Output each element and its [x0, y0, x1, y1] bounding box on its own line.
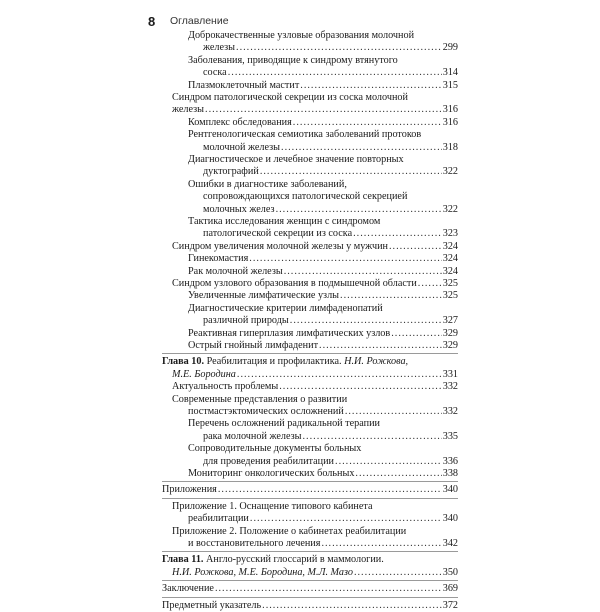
- toc-entry: реабилитации ..... 340: [188, 513, 458, 525]
- toc-entry: Синдром узлового образования в подмышечной области ..... 325: [172, 278, 458, 290]
- toc-entry: Приложения ..... 340: [162, 484, 458, 496]
- toc-entry: Сопроводительные документы больных: [188, 443, 362, 455]
- toc-entry: Плазмоклеточный мастит ..... 315: [188, 80, 458, 92]
- toc-entry: Современные представления о развитии: [172, 393, 348, 405]
- chapter-authors: Н.И. Рожкова, М.Е. Бородина, М.Л. Мазо ..... 350: [172, 567, 458, 579]
- toc-entry: дуктографий ..... 322: [203, 166, 458, 178]
- toc-entry: молочных желез ..... 322: [203, 204, 458, 216]
- toc-entry: Доброкачественные узловые образования молочной: [188, 30, 415, 41]
- toc-entry: Комплекс обследования ..... 316: [188, 117, 458, 129]
- toc-entry: молочной железы ..... 318: [203, 142, 458, 154]
- toc-entry: различной природы ..... 327: [203, 315, 458, 327]
- toc-entry: Предметный указатель ..... 372: [162, 600, 458, 612]
- toc-entry: Рак молочной железы ..... 324: [188, 266, 458, 278]
- toc-entry: патологической секреции из соска ..... 323: [203, 228, 458, 240]
- section-divider: [162, 498, 458, 499]
- toc-entry: Заболевания, приводящие к синдрому втянутого: [188, 54, 398, 66]
- section-divider: [162, 580, 458, 581]
- toc-entry: Увеличенные лимфатические узлы ..... 325: [188, 290, 458, 302]
- toc-entry: Заключение ..... 369: [162, 583, 458, 595]
- toc-entry: Острый гнойный лимфаденит ..... 329: [188, 340, 458, 352]
- toc-entry: Синдром увеличения молочной железы у мужчин ..... 324: [172, 241, 458, 253]
- toc-entry: Диагностическое и лечебное значение повторных: [188, 154, 404, 165]
- section-divider: [162, 481, 458, 482]
- toc-entry: соска ..... 314: [203, 67, 458, 79]
- toc-entry: Актуальность проблемы ..... 332: [172, 381, 458, 393]
- section-divider: [162, 551, 458, 552]
- chapter-heading: Глава 11. Англо-русский глоссарий в маммологии.: [162, 554, 384, 566]
- toc-entry: сопровождающихся патологической секрецией: [203, 191, 408, 203]
- toc-entry: Гинекомастия ..... 324: [188, 253, 458, 265]
- toc-entry: Ошибки в диагностике заболеваний,: [188, 178, 347, 190]
- toc-entry: Тактика исследования женщин с синдромом: [188, 216, 381, 227]
- section-divider: [162, 353, 458, 354]
- toc-entry: и восстановительного лечения ..... 342: [188, 538, 458, 550]
- toc-entry: железы ..... 316: [172, 104, 458, 116]
- page-number: 8: [148, 14, 156, 29]
- toc-entry: Диагностические критерии лимфаденопатий: [188, 302, 383, 314]
- toc-entry: Приложение 2. Положение о кабинетах реабилитации: [172, 525, 407, 537]
- toc-entry: железы ..... 299: [203, 42, 458, 54]
- toc-entry: Мониторинг онкологических больных ..... 338: [188, 468, 458, 480]
- chapter-heading: Глава 10. Реабилитация и профилактика. Н.И. Рожкова,: [162, 356, 409, 368]
- toc-entry: Реактивная гиперплазия лимфатических узлов ..... 329: [188, 328, 458, 340]
- toc-entry: Синдром патологической секреции из соска молочной: [172, 92, 408, 103]
- toc-entry: постмастэктомических осложнений ..... 332: [188, 406, 458, 418]
- toc-entry: Приложение 1. Оснащение типового кабинета: [172, 500, 373, 512]
- toc-entry: Рентгенологическая семиотика заболеваний протоков: [188, 129, 422, 141]
- toc-entry: для проведения реабилитации ..... 336: [203, 456, 458, 468]
- section-divider: [162, 597, 458, 598]
- toc-entry: Перечень осложнений радикальной терапии: [188, 418, 380, 430]
- running-title: Оглавление: [170, 15, 229, 27]
- toc-entry: рака молочной железы ..... 335: [203, 431, 458, 443]
- chapter-authors: М.Е. Бородина ..... 331: [172, 369, 458, 381]
